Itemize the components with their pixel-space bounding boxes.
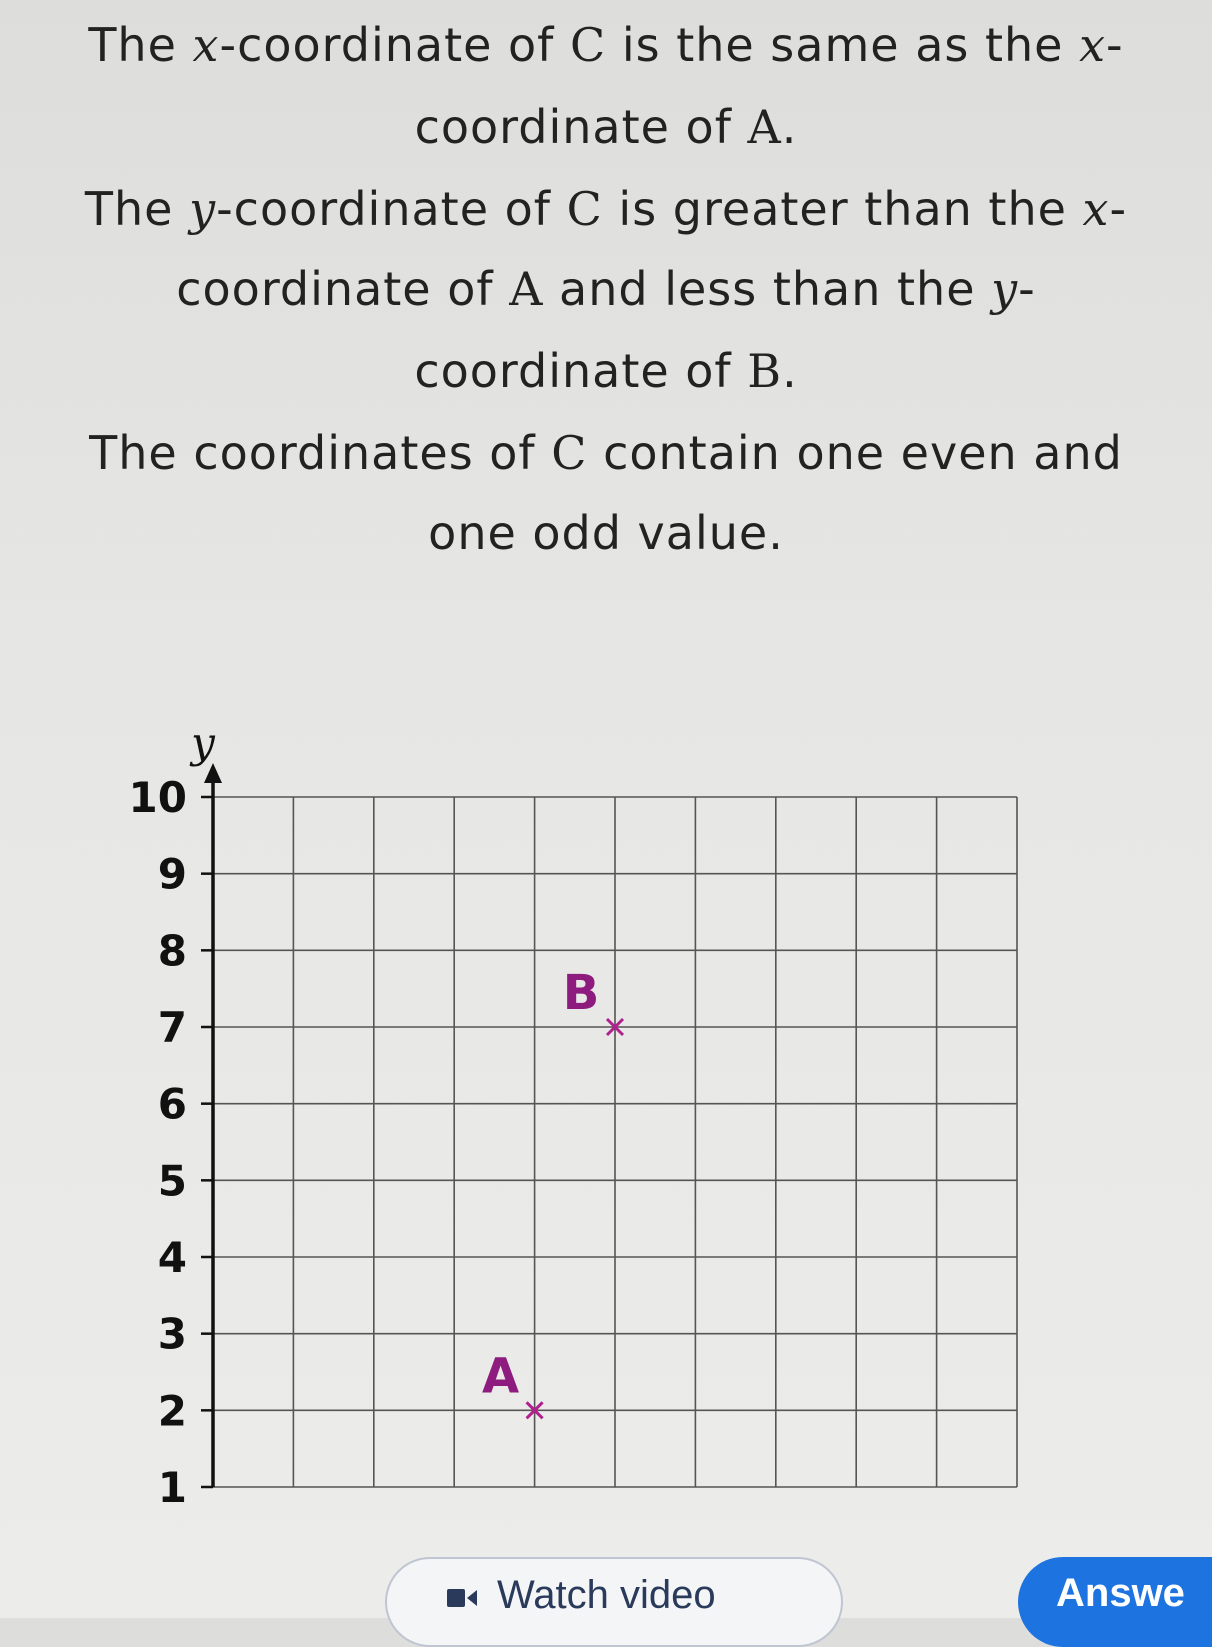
text: The (88, 18, 193, 72)
math-point: C (551, 426, 588, 480)
math-var: y (189, 182, 217, 236)
math-point: A (509, 262, 544, 316)
text: - (1106, 18, 1124, 72)
y-tick-label: 8 (157, 926, 187, 976)
y-axis-label: y (191, 718, 215, 767)
text: . (781, 100, 798, 154)
watch-video-label: Watch video (497, 1573, 716, 1617)
question-line-2 (0, 100, 1212, 154)
question-line-3 (0, 182, 1212, 236)
question-line-7 (0, 506, 1212, 560)
video-play-icon (447, 1587, 477, 1609)
question-line-4 (0, 262, 1212, 316)
math-var: x (1082, 182, 1110, 236)
text: coordinate of (414, 344, 748, 398)
text: -coordinate of (216, 182, 567, 236)
text: one odd value. (428, 506, 784, 560)
text: . (782, 344, 798, 398)
math-var: y (991, 262, 1019, 316)
math-point: C (566, 182, 603, 236)
text: contain one even and (587, 426, 1123, 480)
point-label: A (482, 1348, 520, 1405)
text: The (84, 182, 190, 236)
y-tick-label: 3 (157, 1309, 187, 1359)
point-label: B (562, 965, 600, 1021)
answer-label: Answe (1056, 1571, 1185, 1615)
y-tick-label: 1 (157, 1463, 187, 1512)
y-tick-label: 2 (157, 1386, 187, 1436)
y-tick-label: 6 (157, 1079, 187, 1129)
math-var: x (1079, 18, 1107, 72)
watch-video-button[interactable] (385, 1557, 843, 1647)
text: -coordinate of (219, 18, 570, 72)
text: The coordinates of (89, 426, 552, 480)
question-line-1 (0, 18, 1212, 72)
text: coordinate of (414, 100, 748, 154)
text: - (1018, 262, 1036, 316)
text: is greater than the (602, 182, 1083, 236)
math-point: C (570, 18, 607, 72)
text: and less than the (543, 262, 992, 316)
text: is the same as the (606, 18, 1080, 72)
y-tick-label: 10 (128, 773, 187, 822)
answer-button[interactable] (1018, 1557, 1212, 1647)
math-point: A (747, 100, 782, 154)
y-tick-label: 5 (157, 1156, 187, 1206)
y-tick-label: 9 (157, 849, 187, 899)
coordinate-grid (0, 690, 1212, 1550)
question-line-5 (0, 344, 1212, 398)
question-line-6 (0, 426, 1212, 480)
text: coordinate of (176, 262, 510, 316)
y-tick-label: 7 (157, 1003, 187, 1052)
y-tick-label: 4 (157, 1233, 187, 1282)
math-point: B (747, 344, 783, 398)
math-var: x (192, 18, 220, 72)
text: - (1109, 182, 1128, 236)
